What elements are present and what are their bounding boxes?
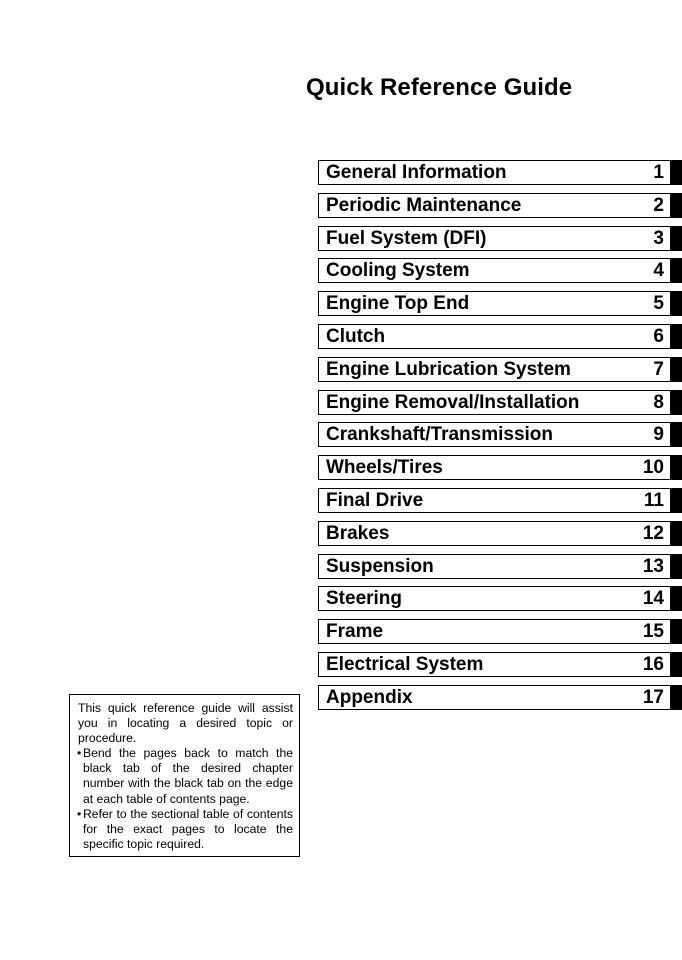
chapter-label: Engine Top End — [326, 293, 470, 315]
note-intro: This quick reference guide will assist you in locating a desired topic or procedure. — [78, 701, 293, 746]
chapter-number: 16 — [642, 653, 664, 675]
chapter-row-clutch[interactable] — [318, 324, 682, 349]
chapter-label: Appendix — [326, 686, 413, 708]
chapter-box — [318, 521, 670, 546]
chapter-label: Periodic Maintenance — [326, 194, 522, 216]
chapter-box — [318, 160, 670, 185]
usage-note-box — [69, 694, 300, 857]
chapter-number: 17 — [642, 686, 664, 708]
chapter-box — [318, 652, 670, 677]
chapter-tab — [670, 488, 682, 513]
chapter-row-cooling-system[interactable] — [318, 258, 682, 283]
chapter-tab — [670, 291, 682, 316]
chapter-label: Cooling System — [326, 260, 470, 282]
chapter-box — [318, 488, 670, 513]
chapter-index — [318, 160, 682, 718]
chapter-row-engine-removal-installation[interactable] — [318, 390, 682, 415]
chapter-box — [318, 554, 670, 579]
chapter-tab — [670, 422, 682, 447]
chapter-tab — [670, 324, 682, 349]
chapter-row-general-information[interactable] — [318, 160, 682, 185]
chapter-box — [318, 258, 670, 283]
chapter-label: Clutch — [326, 325, 386, 347]
chapter-row-frame[interactable] — [318, 619, 682, 644]
chapter-box — [318, 685, 670, 710]
chapter-tab — [670, 521, 682, 546]
chapter-number: 1 — [653, 162, 664, 183]
chapter-number: 11 — [643, 489, 664, 511]
chapter-row-engine-top-end[interactable] — [318, 291, 682, 316]
chapter-label: Wheels/Tires — [326, 457, 443, 479]
chapter-row-crankshaft-transmission[interactable] — [318, 422, 682, 447]
chapter-box — [318, 619, 670, 644]
chapter-row-appendix[interactable] — [318, 685, 682, 710]
chapter-number: 5 — [653, 293, 664, 315]
chapter-number: 9 — [653, 424, 664, 446]
chapter-label: Brakes — [326, 522, 390, 544]
chapter-number: 15 — [642, 621, 664, 643]
chapter-number: 12 — [642, 522, 664, 544]
chapter-number: 4 — [653, 260, 664, 282]
chapter-box — [318, 357, 670, 382]
chapter-label: Engine Lubrication System — [326, 358, 571, 380]
chapter-number: 2 — [653, 194, 664, 216]
chapter-tab — [670, 226, 682, 251]
chapter-box — [318, 324, 670, 349]
chapter-number: 10 — [642, 457, 664, 479]
chapter-row-steering[interactable] — [318, 586, 682, 611]
chapter-row-suspension[interactable] — [318, 554, 682, 579]
chapter-box — [318, 193, 670, 218]
bullet-mark: • — [77, 806, 82, 821]
chapter-label: General Information — [326, 162, 507, 183]
chapter-label: Frame — [326, 621, 384, 643]
chapter-number: 7 — [653, 358, 664, 380]
chapter-label: Suspension — [326, 555, 434, 577]
chapter-box — [318, 455, 670, 480]
chapter-label: Electrical System — [326, 653, 484, 675]
chapter-box — [318, 422, 670, 447]
note-bullet — [78, 746, 293, 806]
chapter-tab — [670, 258, 682, 283]
chapter-number: 14 — [642, 588, 664, 610]
chapter-tab — [670, 586, 682, 611]
bullet-mark: • — [77, 746, 82, 761]
chapter-label: Final Drive — [326, 489, 424, 511]
chapter-row-engine-lubrication-system[interactable] — [318, 357, 682, 382]
chapter-row-periodic-maintenance[interactable] — [318, 193, 682, 218]
chapter-row-wheels-tires[interactable] — [318, 455, 682, 480]
note-bullet-text: Bend the pages back to match the black tab of the desired chapter number with the black tab on the edge at each table of contents page. — [83, 746, 293, 806]
chapter-tab — [670, 160, 682, 185]
chapter-box — [318, 226, 670, 251]
chapter-row-fuel-system[interactable] — [318, 226, 682, 251]
chapter-box — [318, 291, 670, 316]
chapter-tab — [670, 619, 682, 644]
page-title: Quick Reference Guide — [306, 74, 573, 101]
chapter-row-final-drive[interactable] — [318, 488, 682, 513]
chapter-label: Engine Removal/Installation — [326, 391, 580, 413]
note-bullet — [78, 807, 293, 852]
chapter-number: 3 — [653, 227, 664, 249]
chapter-tab — [670, 554, 682, 579]
chapter-tab — [670, 390, 682, 415]
note-bullet-text: Refer to the sectional table of contents for the exact pages to locate the specific topic required. — [83, 806, 293, 851]
chapter-tab — [670, 193, 682, 218]
chapter-tab — [670, 685, 682, 710]
chapter-number: 6 — [653, 325, 664, 347]
chapter-row-brakes[interactable] — [318, 521, 682, 546]
chapter-number: 13 — [642, 555, 664, 577]
chapter-label: Steering — [326, 588, 403, 610]
chapter-label: Fuel System (DFI) — [326, 227, 487, 249]
chapter-row-electrical-system[interactable] — [318, 652, 682, 677]
chapter-tab — [670, 357, 682, 382]
chapter-box — [318, 586, 670, 611]
chapter-label: Crankshaft/Transmission — [326, 424, 554, 446]
chapter-box — [318, 390, 670, 415]
chapter-tab — [670, 455, 682, 480]
chapter-tab — [670, 652, 682, 677]
chapter-number: 8 — [653, 391, 664, 413]
